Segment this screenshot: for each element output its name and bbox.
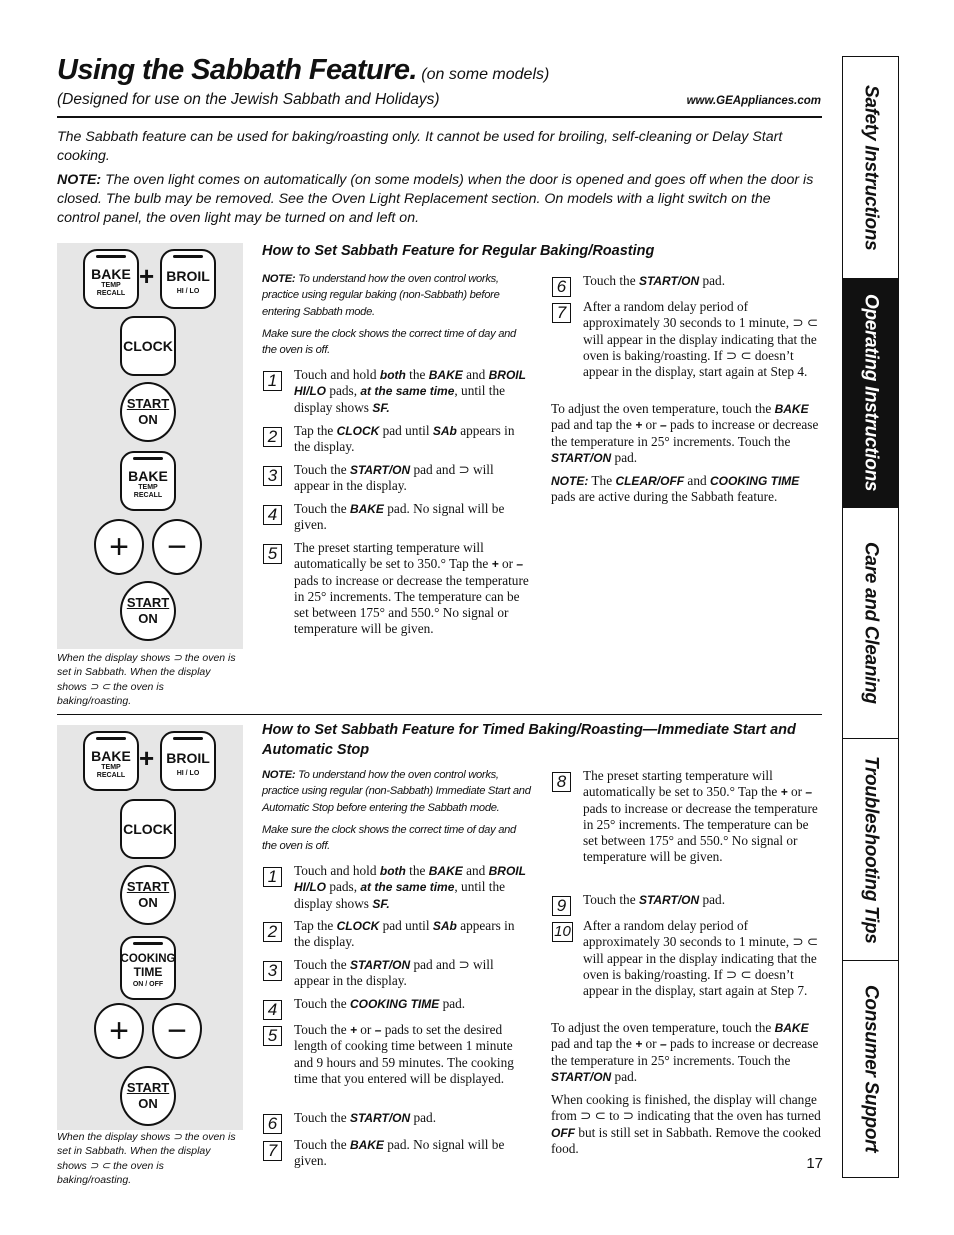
section1-note: NOTE: To understand how the oven control works, practice using regular baking (non-Sabbath) before entering Sabbath mode. — [262, 273, 500, 318]
control-panel-illustration-1 — [57, 243, 243, 649]
tab-safety-instructions[interactable]: Safety Instructions — [860, 84, 882, 251]
start-on-pad-2: START ON — [120, 1066, 176, 1126]
step-number: 4 — [263, 505, 282, 525]
section1-adjust-paragraph: To adjust the oven temperature, touch the BAKE pad and tap the + or – pads to increase or decrease the temperature in 25° increments. Touch the START/ON pad. — [551, 401, 819, 465]
step-number: 6 — [552, 277, 571, 297]
section2-note: NOTE: To understand how the oven control works, practice using regular (non-Sabbath) Immediate Start and Automatic Stop before entering the Sabbath mode. — [262, 769, 531, 814]
sabbath-display-caption-1: When the display shows ⊃ the oven is set in Sabbath. When the display shows ⊃ ⊂ the oven is baking/roasting. — [57, 652, 236, 707]
tab-care-and-cleaning[interactable]: Care and Cleaning — [860, 542, 882, 704]
page-number: 17 — [806, 1155, 823, 1172]
minus-pad: − — [152, 519, 202, 575]
step-number: 5 — [263, 544, 282, 564]
intro-note-label: NOTE: — [57, 172, 102, 188]
step-number: 2 — [263, 427, 282, 447]
step-number: 6 — [263, 1114, 282, 1134]
minus-pad: − — [152, 1003, 202, 1059]
start-on-pad: START ON — [120, 865, 176, 925]
control-panel-illustration-2 — [57, 725, 243, 1130]
step-number: 8 — [552, 772, 571, 792]
step-number: 10 — [552, 922, 573, 942]
step-number: 9 — [552, 896, 571, 916]
step-number: 3 — [263, 961, 282, 981]
section1-note2: Make sure the clock shows the correct time of day and the oven is off. — [262, 328, 516, 357]
bake-pad-2: BAKE TEMP RECALL — [120, 451, 176, 511]
tab-troubleshooting-tips[interactable]: Troubleshooting Tips — [860, 755, 882, 944]
page-title-suffix: (on some models) — [416, 66, 550, 83]
step-number: 4 — [263, 1000, 282, 1020]
step-number: 1 — [263, 371, 282, 391]
bake-pad: BAKE TEMP RECALL — [83, 249, 139, 309]
section1-heading: How to Set Sabbath Feature for Regular Baking/Roasting — [262, 243, 655, 259]
page-subtitle: (Designed for use on the Jewish Sabbath and Holidays) — [57, 91, 440, 108]
section2-note2: Make sure the clock shows the correct time of day and the oven is off. — [262, 824, 516, 853]
page-title: Using the Sabbath Feature. (on some models) — [57, 54, 550, 86]
section-divider — [57, 714, 822, 715]
section-sidebar — [842, 56, 899, 1178]
plus-combo-icon: + — [139, 743, 155, 773]
intro-note — [57, 171, 817, 228]
section2-heading: How to Set Sabbath Feature for Timed Baking/Roasting—Immediate Start and Automatic Stop — [262, 722, 796, 758]
section2-adjust-paragraph: To adjust the oven temperature, touch the BAKE pad and tap the + or – pads to increase or decrease the temperature in 25° increments. Touch the START/ON pad. — [551, 1020, 819, 1084]
step-number: 1 — [263, 867, 282, 887]
broil-pad: BROIL HI / LO — [160, 249, 216, 309]
website-link[interactable]: www.GEAppliances.com — [686, 95, 821, 107]
section2-finish-paragraph: When cooking is finished, the display will change from ⊃ ⊂ to ⊃ indicating that the oven has turned OFF but is still set in Sabbath. Remove the cooked food. — [551, 1092, 821, 1156]
plus-combo-icon: + — [139, 261, 155, 291]
start-on-pad: START ON — [120, 382, 176, 442]
clock-pad: CLOCK — [120, 799, 176, 859]
intro-note-text: The oven light comes on automatically (on some models) when the door is opened and goes off when the door is closed. The bulb may be removed. See the Oven Light Replacement section. On models with a light switch on the control panel, the oven light may be turned on and left on. — [57, 172, 814, 226]
step-number: 3 — [263, 466, 282, 486]
tab-consumer-support[interactable]: Consumer Support — [860, 985, 882, 1153]
section1-note3: NOTE: The CLEAR/OFF and COOKING TIME pads are active during the Sabbath feature. — [551, 473, 800, 505]
sabbath-display-caption-2: When the display shows ⊃ the oven is set in Sabbath. When the display shows ⊃ ⊂ the oven is baking/roasting. — [57, 1131, 236, 1186]
broil-pad: BROIL HI / LO — [160, 731, 216, 791]
step-number: 5 — [263, 1026, 282, 1046]
start-on-pad-2: START ON — [120, 581, 176, 641]
plus-pad: + — [94, 1003, 144, 1059]
tab-operating-instructions[interactable]: Operating Instructions — [843, 279, 898, 507]
intro-paragraph: The Sabbath feature can be used for baking/roasting only. It cannot be used for broiling, self-cleaning or Delay Start cooking. — [57, 129, 783, 164]
header-rule — [57, 116, 822, 118]
clock-pad: CLOCK — [120, 316, 176, 376]
plus-pad: + — [94, 519, 144, 575]
cooking-time-pad: COOKING TIME ON / OFF — [120, 936, 176, 1000]
bake-pad: BAKE TEMP RECALL — [83, 731, 139, 791]
step-number: 2 — [263, 922, 282, 942]
step-number: 7 — [263, 1141, 282, 1161]
step-number: 7 — [552, 303, 571, 323]
